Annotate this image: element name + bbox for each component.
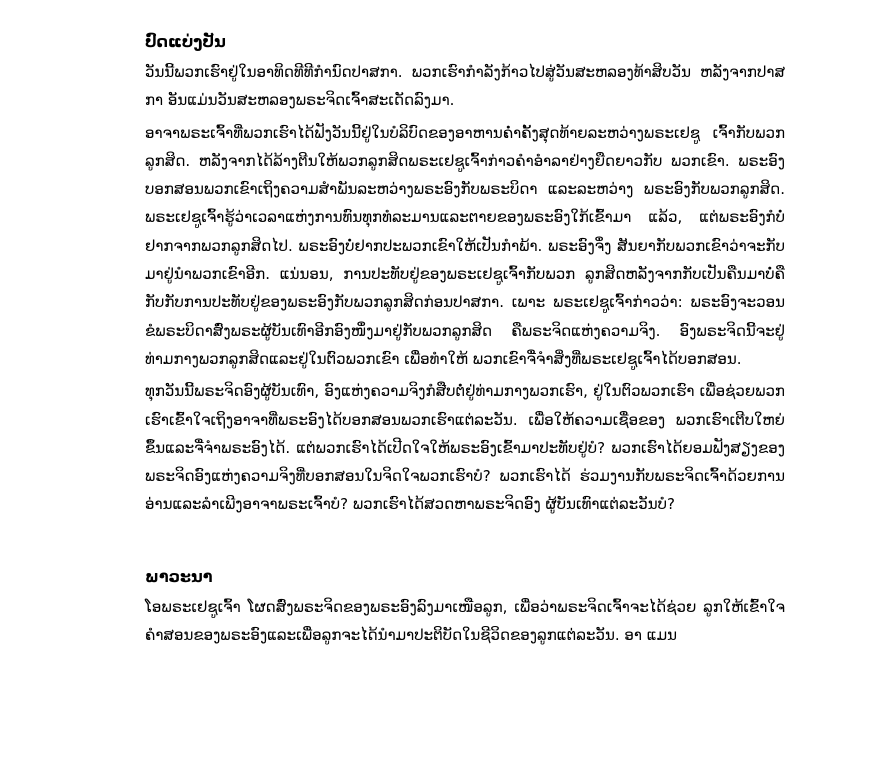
section-spacer xyxy=(145,519,785,547)
reflection-section xyxy=(145,28,785,519)
document-page xyxy=(145,28,785,649)
reflection-paragraph-1: ວັນນີ້ພວກເຮົາຢູ່ໃນອາທິດທີທີກຳນົດປາສກາ. ພວກເຮົາກຳລັງກ້າວໄປສູ່ວັນສະຫລອງທ້າສິບວັນ ຫລັງຈາກປາສກາ ອັນແມ່ນວັນສະຫລອງພຣະຈິດເຈົ້າສະເດັດລົງມາ. xyxy=(145,63,785,110)
prayer-heading: ພາວະນາ xyxy=(145,566,213,586)
reflection-paragraph-2: ອາຈາພຣະເຈົ້າທີ່ພວກເຮົາໄດ້ຟັງວັນນີ້ຢູ່ໃນບໍລິບົດຂອງອາຫານຄ່ຳຄັ້ງສຸດທ້າຍລະຫວ່າງພຣະເຢຊູ ເຈົ້າກັບພວກລູກສິດ. ຫລັງຈາກໄດ້ລ້າງຕີນໃຫ້ພວກລູກສິດພຣະເຢຊູເຈົ້າກ່າວຄຳອຳລາຢ່າງຍືດຍາວກັບ ພວກເຂົາ. ພຣະອົງບອກສອນພວກເຂົາເຖິງຄວາມສຳພັນລະຫວ່າງພຣະອົງກັບພຣະບິດາ ແລະລະຫວ່າງ ພຣະອົງກັບພວກລູກສິດ. ພຣະເຢຊູເຈົ້າຮູ້ວ່າເວລາແຫ່ງການທົນທຸກທໍລະມານແລະຕາຍຂອງພຣະອົງໃກ້ເຂົ້າມາ ແລ້ວ, ແຕ່ພຣະອົງກໍບໍ່ຢາກຈາກພວກລູກສິດໄປ. ພຣະອົງບໍ່ຢາກປະພວກເຂົາໃຫ້ເປັນກຳພ້າ. ພຣະອົງຈຶ່ງ ສັນຍາກັບພວກເຂົາວ່າຈະກັບມາຢູ່ນຳພວກເຂົາອີກ. ແນ່ນອນ, ການປະທັບຢູ່ຂອງພຣະເຢຊູເຈົ້າກັບພວກ ລູກສິດຫລັງຈາກກັບເປັນຄືນມາບໍ່ຄືກັບກັບການປະທັບຢູ່ຂອງພຣະອົງກັບພວກລູກສິດກ່ອນປາສກາ. ເພາະ ພຣະເຢຊູເຈົ້າກ່າວວ່າ: ພຣະອົງຈະວອນຂໍພຣະບິດາສົ່ງພຣະຜູ້ບັນເທົາອີກອົງໜຶ່ງມາຢູ່ກັບພວກລູກສິດ ຄືພຣະຈິດແຫ່ງຄວາມຈິງ. ອົງພຣະຈິດນີ້ຈະຢູ່ທ່າມກາງພວກລູກສິດແລະຢູ່ໃນຕົວພວກເຂົາ ເພື່ອທຳໃຫ້ ພວກເຂົາຈື່ຈຳສິ່ງທີ່ພຣະເຢຊູເຈົ້າໄດ້ບອກສອນ. xyxy=(145,123,785,368)
reflection-heading: ປົດແບ່ງປັນ xyxy=(145,32,226,51)
prayer-section xyxy=(145,563,785,650)
reflection-paragraph-3: ທຸກວັນນີ້ພຣະຈິດອົງຜູ້ບັນເທົາ, ອົງແຫ່ງຄວາມຈິງກໍສືບຕໍ່ຢູ່ທ່າມກາງພວກເຮົາ, ຢູ່ໃນຕົວພວກເຮົາ ເພື່ອຊ່ວຍພວກເຮົາເຂົ້າໃຈເຖິງອາຈາທີ່ພຣະອົງໄດ້ບອກສອນພວກເຮົາແຕ່ລະວັນ. ເພື່ອໃຫ້ຄວາມເຊື່ອຂອງ ພວກເຮົາເຕີບໃຫຍ່ຂຶ້ນແລະຈື່ຈຳພຣະອົງໄດ້. ແຕ່ພວກເຮົາໄດ້ເປີດໃຈໃຫ້ພຣະອົງເຂົ້າມາປະທັບຢູ່ບໍ? ພວກເຮົາໄດ້ຍອມຟັງສຽງຂອງພຣະຈິດອົງແຫ່ງຄວາມຈິງທີ່ບອກສອນໃນຈິດໃຈພວກເຮົາບໍ? ພວກເຮົາໄດ້ ຮ່ວມງານກັບພຣະຈິດເຈົ້າດ້ວຍການອ່ານແລະລຳເພີງອາຈາພຣະເຈົ້າບໍ? ພວກເຮົາໄດ້ສວດຫາພຣະຈິດອົງ ຜູ້ບັນເທົາແຕ່ລະວັນບໍ? xyxy=(145,382,785,514)
prayer-paragraph: ໂອພຣະເຢຊູເຈົ້າ ໂຜດສົ່ງພຣະຈິດຂອງພຣະອົງລົງມາເໜືອລູກ, ເພື່ອວ່າພຣະຈິດເຈົ້າຈະໄດ້ຊ່ວຍ ລູກໃຫ້ເຂົ້າໃຈຄຳສອນຂອງພຣະອົງແລະເພື່ອລູກຈະໄດ້ນຳມາປະຕິບັດໃນຊີວິດຂອງລູກແຕ່ລະວັນ. ອາ ແມນ xyxy=(145,597,785,645)
